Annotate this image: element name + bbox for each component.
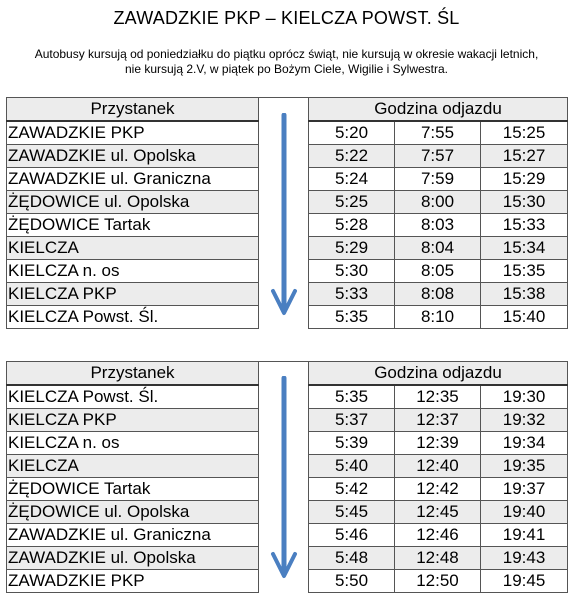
departure-time-cell: 5:33 — [309, 283, 395, 306]
departure-time-cell: 19:45 — [481, 570, 568, 593]
departure-time-cell: 12:37 — [395, 409, 481, 432]
departure-time-cell: 15:30 — [481, 191, 568, 214]
departure-time-cell: 19:41 — [481, 524, 568, 547]
departure-time-cell: 19:34 — [481, 432, 568, 455]
stop-name-cell: ZAWADZKIE ul. Graniczna — [7, 524, 259, 547]
down-arrow-icon — [270, 376, 298, 581]
departure-time-cell: 5:45 — [309, 501, 395, 524]
stop-name-cell: KIELCZA n. os — [7, 260, 259, 283]
departure-time-cell: 15:35 — [481, 260, 568, 283]
stop-header: Przystanek — [7, 98, 259, 122]
departure-time-cell: 8:03 — [395, 214, 481, 237]
departure-time-cell: 15:29 — [481, 168, 568, 191]
notice-line: Autobusy kursują od poniedziałku do piątku oprócz świąt, nie kursują w okresie wakacji letnich, — [34, 47, 539, 61]
departure-time-cell: 8:10 — [395, 306, 481, 329]
departure-time-cell: 12:42 — [395, 478, 481, 501]
departure-time-cell: 12:39 — [395, 432, 481, 455]
schedule-notice — [4, 47, 569, 77]
departure-time-cell: 7:55 — [395, 121, 481, 145]
departure-time-cell: 12:45 — [395, 501, 481, 524]
departure-time-cell: 15:40 — [481, 306, 568, 329]
departure-time-cell: 5:25 — [309, 191, 395, 214]
departure-time-cell: 8:05 — [395, 260, 481, 283]
stop-name-cell: KIELCZA Powst. Śl. — [7, 385, 259, 409]
departure-time-cell: 5:24 — [309, 168, 395, 191]
departure-time-cell: 15:33 — [481, 214, 568, 237]
departure-time-cell: 5:40 — [309, 455, 395, 478]
stop-name-cell: KIELCZA — [7, 455, 259, 478]
departure-time-cell: 5:50 — [309, 570, 395, 593]
departure-time-cell: 12:48 — [395, 547, 481, 570]
departure-time-cell: 19:37 — [481, 478, 568, 501]
time-header: Godzina odjazdu — [309, 98, 568, 122]
departure-time-cell: 8:00 — [395, 191, 481, 214]
departure-time-cell: 12:50 — [395, 570, 481, 593]
departure-time-cell: 7:59 — [395, 168, 481, 191]
stop-header: Przystanek — [7, 362, 259, 386]
time-header: Godzina odjazdu — [309, 362, 568, 386]
stop-name-cell: ZAWADZKIE ul. Graniczna — [7, 168, 259, 191]
departure-time-cell: 15:38 — [481, 283, 568, 306]
stop-name-cell: KIELCZA — [7, 237, 259, 260]
departure-time-cell: 5:42 — [309, 478, 395, 501]
page-title: ZAWADZKIE PKP – KIELCZA POWST. ŚL — [113, 8, 460, 28]
departure-time-cell: 19:32 — [481, 409, 568, 432]
stop-name-cell: KIELCZA PKP — [7, 283, 259, 306]
departure-time-cell: 5:39 — [309, 432, 395, 455]
departure-time-cell: 5:48 — [309, 547, 395, 570]
departure-time-cell: 5:29 — [309, 237, 395, 260]
stop-name-cell: ŻĘDOWICE Tartak — [7, 478, 259, 501]
departure-time-cell: 19:43 — [481, 547, 568, 570]
departure-time-cell: 8:04 — [395, 237, 481, 260]
departure-time-cell: 12:40 — [395, 455, 481, 478]
stop-name-cell: ZAWADZKIE PKP — [7, 570, 259, 593]
stop-name-cell: KIELCZA n. os — [7, 432, 259, 455]
stop-name-cell: KIELCZA Powst. Śl. — [7, 306, 259, 329]
departure-time-cell: 19:30 — [481, 385, 568, 409]
stop-name-cell: ZAWADZKIE ul. Opolska — [7, 547, 259, 570]
departure-time-cell: 15:34 — [481, 237, 568, 260]
departure-time-cell: 5:22 — [309, 145, 395, 168]
departure-time-cell: 15:27 — [481, 145, 568, 168]
notice-line: nie kursują 2.V, w piątek po Bożym Ciele, Wigilie i Sylwestra. — [124, 62, 449, 76]
down-arrow-icon — [270, 113, 298, 318]
stop-name-cell: KIELCZA PKP — [7, 409, 259, 432]
departure-time-cell: 5:37 — [309, 409, 395, 432]
stop-name-cell: ŻĘDOWICE ul. Opolska — [7, 501, 259, 524]
stop-name-cell: ZAWADZKIE ul. Opolska — [7, 145, 259, 168]
departure-time-cell: 5:20 — [309, 121, 395, 145]
departure-time-cell: 15:25 — [481, 121, 568, 145]
departure-time-cell: 5:30 — [309, 260, 395, 283]
departure-time-cell: 7:57 — [395, 145, 481, 168]
departure-time-cell: 12:46 — [395, 524, 481, 547]
stop-name-cell: ŻĘDOWICE ul. Opolska — [7, 191, 259, 214]
stop-name-cell: ZAWADZKIE PKP — [7, 121, 259, 145]
departure-time-cell: 8:08 — [395, 283, 481, 306]
departure-time-cell: 5:35 — [309, 385, 395, 409]
departure-time-cell: 5:35 — [309, 306, 395, 329]
departure-time-cell: 19:40 — [481, 501, 568, 524]
departure-time-cell: 5:46 — [309, 524, 395, 547]
departure-time-cell: 19:35 — [481, 455, 568, 478]
departure-time-cell: 5:28 — [309, 214, 395, 237]
stop-name-cell: ŻĘDOWICE Tartak — [7, 214, 259, 237]
departure-time-cell: 12:35 — [395, 385, 481, 409]
